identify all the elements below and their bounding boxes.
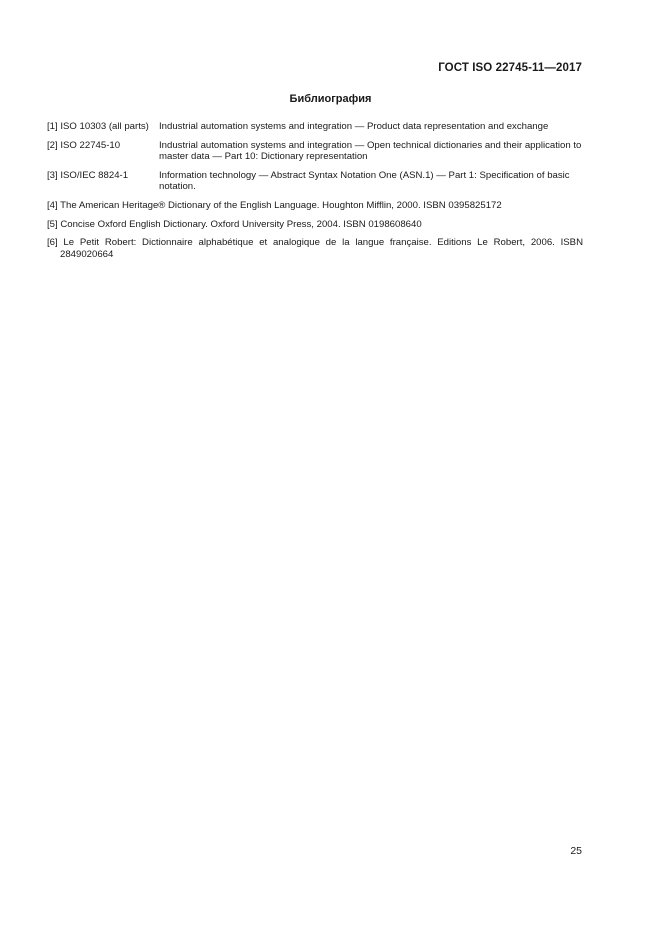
bibliography-list xyxy=(47,121,583,267)
bibliography-entry-5: [5] Concise Oxford English Dictionary. Oxford University Press, 2004. ISBN 0198608640 xyxy=(47,218,422,230)
bibliography-entry-4: [4] The American Heritage® Dictionary of the English Language. Houghton Mifflin, 2000. ISBN 0395825172 xyxy=(47,199,502,211)
bibliography-entry-text: Industrial automation systems and integration — Open technical dictionaries and their application to master data — Part 10: Dictionary representation xyxy=(159,139,582,163)
bibliography-entry-3 xyxy=(47,170,583,193)
bibliography-entry-label: [2] ISO 22745-10 xyxy=(47,139,121,151)
bibliography-entry-1 xyxy=(47,121,583,133)
page-number: 25 xyxy=(570,845,582,857)
bibliography-entry-text: Industrial automation systems and integration — Product data representation and exchange xyxy=(159,121,549,132)
bibliography-entry-6: [6] Le Petit Robert: Dictionnaire alphabétique et analogique de la langue française. Editions Le Robert, 2006. ISBN 2849020664 xyxy=(47,237,583,260)
document-standard-code: ГОСТ ISO 22745-11—2017 xyxy=(438,62,582,74)
bibliography-entry-label: [1] ISO 10303 (all parts) xyxy=(47,121,149,132)
bibliography-entry-text: Information technology — Abstract Syntax Notation One (ASN.1) — Part 1: Specification of basic notation. xyxy=(159,169,570,193)
bibliography-entry-2 xyxy=(47,140,583,163)
bibliography-entry-label: [3] ISO/IEC 8824-1 xyxy=(47,169,129,181)
section-title-bibliography: Библиография xyxy=(289,93,372,105)
